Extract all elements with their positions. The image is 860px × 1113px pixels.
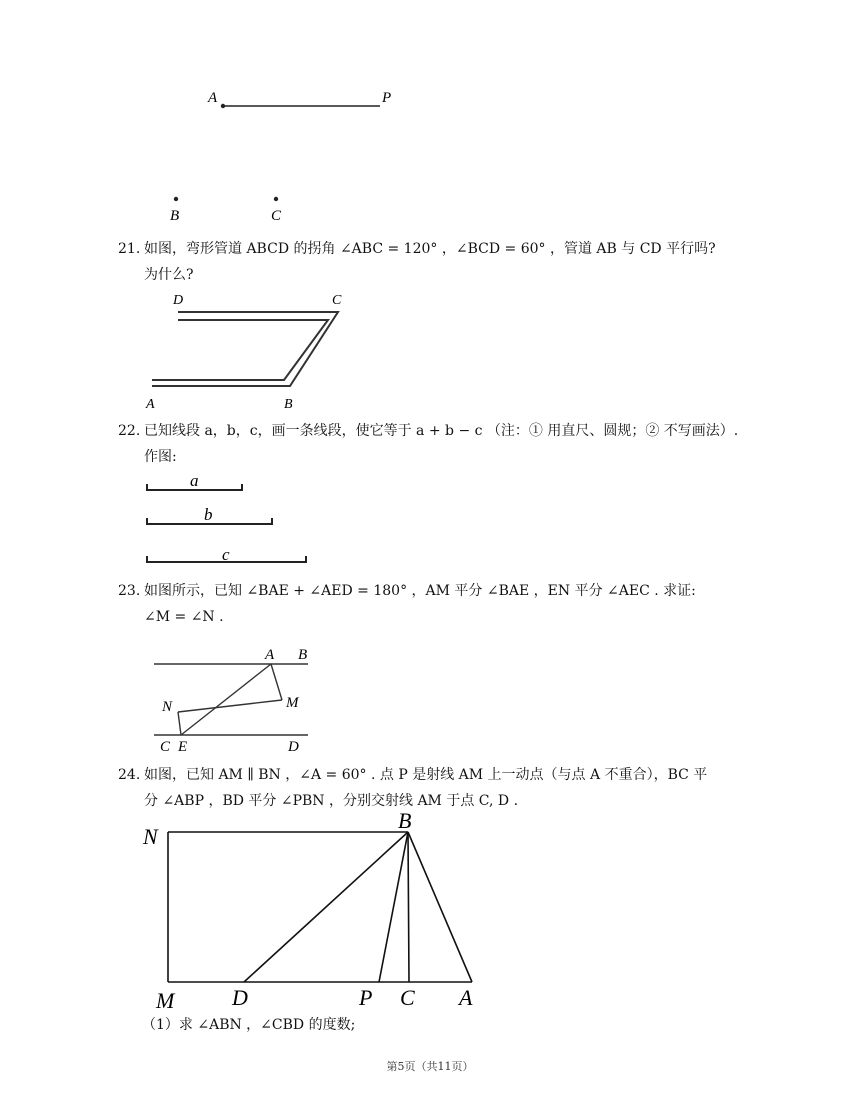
- figure-rays-am-bn: [138, 808, 498, 1014]
- label-M: M: [156, 988, 175, 1013]
- label-P: P: [359, 985, 373, 1010]
- segment-a-label: a: [190, 471, 199, 490]
- figure-points-bc: [160, 190, 300, 226]
- label-N: N: [162, 699, 173, 715]
- question-text-line2: 作图:: [144, 449, 177, 465]
- label-D: D: [173, 293, 184, 308]
- question-number: 23.: [118, 583, 141, 599]
- question-number: 21.: [118, 241, 141, 257]
- label-A: A: [208, 90, 218, 106]
- label-A: A: [265, 647, 275, 663]
- label-C: C: [271, 208, 282, 224]
- question-text-line1: 如图，弯形管道 ABCD 的拐角 ∠ABC = 120° ，∠BCD = 60° ，管道 AB 与 CD 平行吗?: [144, 241, 716, 257]
- label-N: N: [143, 824, 158, 849]
- question-21: [118, 236, 758, 288]
- label-M: M: [286, 695, 299, 711]
- page-footer: 第5页（共11页）: [386, 1060, 474, 1073]
- sub-question-text: （1）求 ∠ABN ，∠CBD 的度数;: [142, 1017, 356, 1033]
- figure-segments-abc: [142, 468, 322, 572]
- question-text-line2: 为什么?: [144, 267, 194, 283]
- label-C: C: [160, 739, 171, 755]
- label-P: P: [382, 90, 392, 106]
- label-C: C: [332, 293, 342, 308]
- question-text-line1: 如图所示，已知 ∠BAE + ∠AED = 180° ，AM 平分 ∠BAE ，EN 平分 ∠AEC . 求证:: [144, 583, 696, 599]
- label-D: D: [288, 739, 299, 755]
- question-24: [118, 762, 758, 814]
- question-text-line2: ∠M = ∠N .: [144, 609, 224, 625]
- label-B: B: [170, 208, 180, 224]
- question-23: [118, 578, 758, 630]
- label-B: B: [398, 808, 412, 833]
- label-A: A: [459, 985, 473, 1010]
- question-number: 24.: [118, 767, 141, 783]
- label-B: B: [284, 397, 293, 412]
- segment-c-label: c: [222, 545, 230, 564]
- segment-b-label: b: [204, 505, 213, 524]
- label-D: D: [232, 985, 248, 1010]
- question-text-line2: 分 ∠ABP ，BD 平分 ∠PBN ，分别交射线 AM 于点 C, D .: [144, 793, 519, 809]
- question-24-sub1: [142, 1012, 782, 1038]
- question-text-line1: 如图，已知 AM ∥ BN ，∠A = 60° . 点 P 是射线 AM 上一动点（与点 A 不重合），BC 平: [144, 767, 708, 783]
- question-text-line1: 已知线段 a，b，c，画一条线段，使它等于 a + b − c （注：① 用直尺、圆规；② 不写画法）.: [144, 423, 739, 439]
- label-A: A: [146, 397, 155, 412]
- question-22: [118, 418, 758, 470]
- figure-parallel-lines-am-en: [148, 640, 333, 758]
- question-number: 22.: [118, 423, 141, 439]
- label-E: E: [178, 739, 188, 755]
- figure-pipe-abcd: [140, 288, 360, 414]
- label-C: C: [400, 985, 415, 1010]
- label-B: B: [298, 647, 308, 663]
